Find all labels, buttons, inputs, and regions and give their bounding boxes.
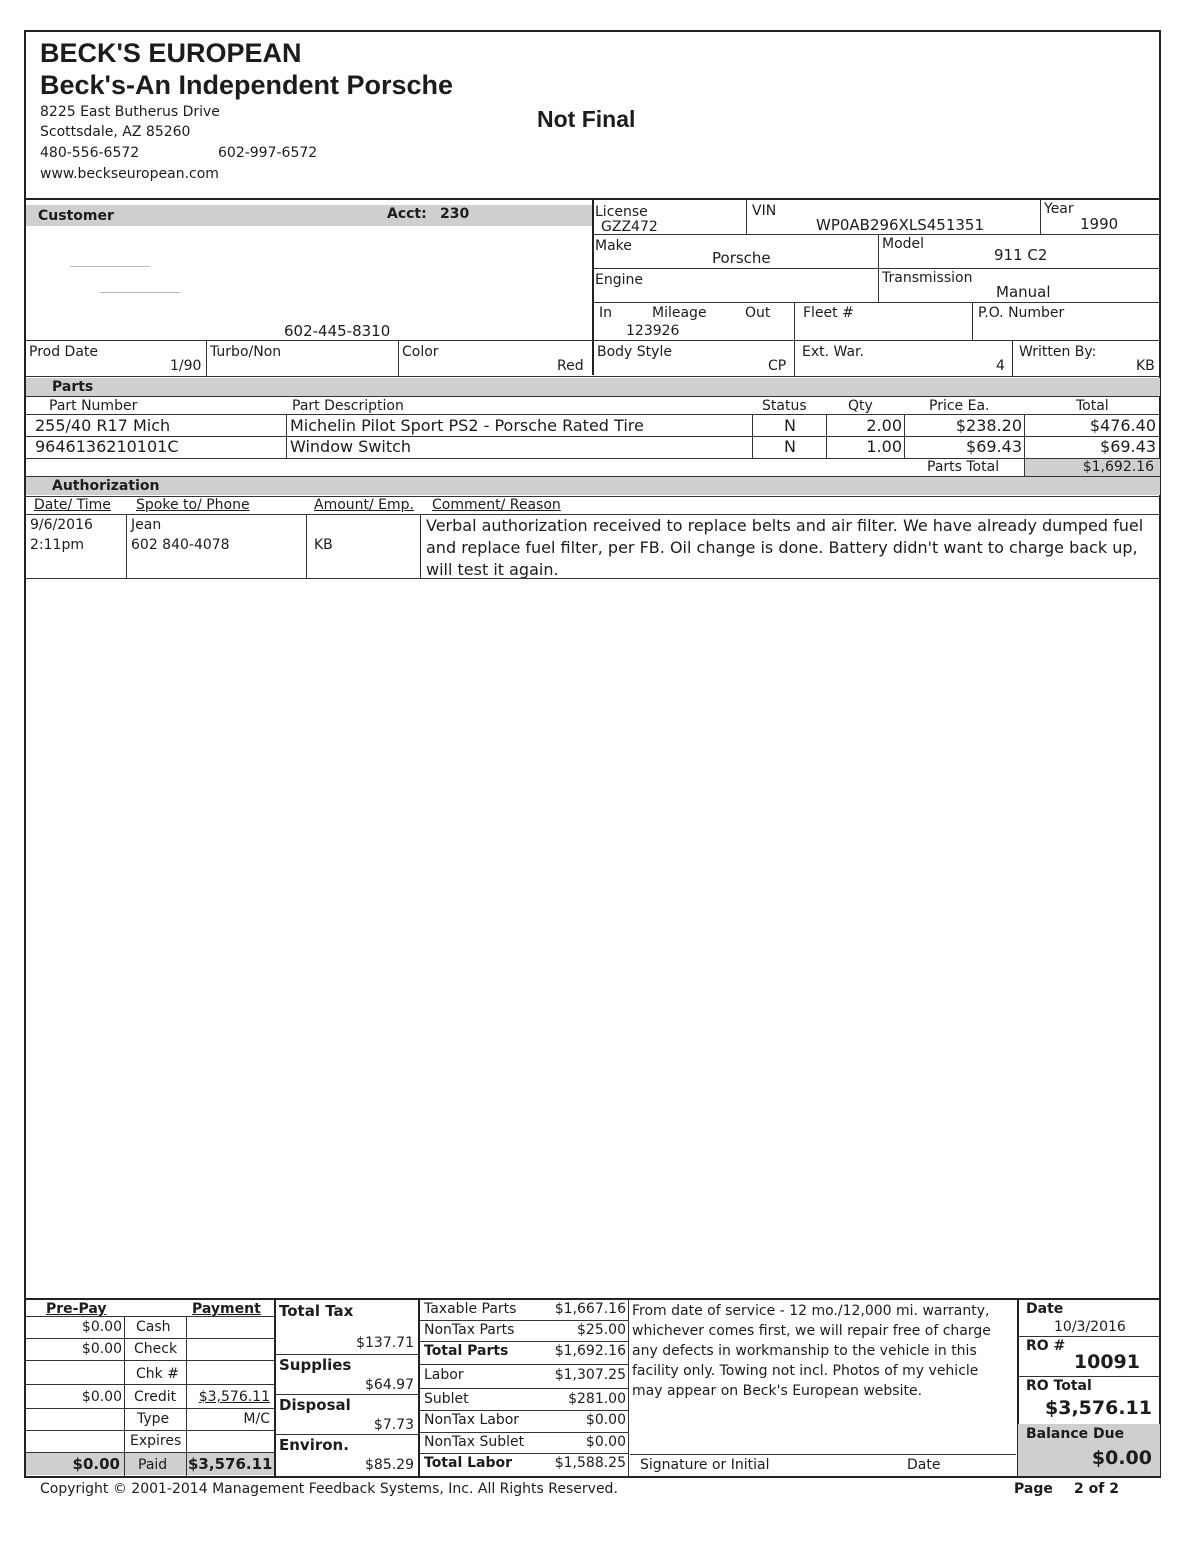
model-value: 911 C2 xyxy=(994,246,1048,264)
prod-date-value: 1/90 xyxy=(170,358,202,374)
redacted-address xyxy=(100,292,180,293)
make-label: Make xyxy=(595,238,632,254)
out-label: Out xyxy=(745,305,771,321)
authorization-band xyxy=(26,477,1160,495)
part-qty: 1.00 xyxy=(866,437,902,456)
body-style-label: Body Style xyxy=(597,344,672,360)
grid-line xyxy=(420,1388,628,1389)
summary-label: NonTax Parts xyxy=(424,1322,515,1338)
grid-line xyxy=(420,1341,628,1342)
ro-date: 10/3/2016 xyxy=(1054,1319,1126,1335)
summary-value: $0.00 xyxy=(585,1434,626,1450)
grid-line xyxy=(126,514,127,578)
warranty-line-2: whichever comes first, we will repair free of charge xyxy=(632,1323,991,1339)
cash-amount: $0.00 xyxy=(81,1319,122,1335)
ext-war-label: Ext. War. xyxy=(802,344,864,360)
acct-label: Acct: xyxy=(387,206,427,222)
fleet-label: Fleet # xyxy=(803,305,854,321)
customer-vehicle-divider xyxy=(592,200,594,375)
auth-employee: KB xyxy=(314,537,333,553)
in-label: In xyxy=(599,305,613,321)
ro-number: 10091 xyxy=(1073,1351,1140,1373)
credit-label: Credit xyxy=(134,1389,177,1405)
grid-line xyxy=(592,268,1160,269)
vin-value: WP0AB296XLS451351 xyxy=(816,216,985,234)
environ-label: Environ. xyxy=(279,1436,349,1454)
environ-value: $85.29 xyxy=(365,1457,414,1473)
page-number: 2 of 2 xyxy=(1074,1481,1119,1497)
summary-value: $1,588.25 xyxy=(554,1455,626,1471)
card-type-value: M/C xyxy=(243,1411,270,1427)
part-description: Window Switch xyxy=(290,437,412,456)
warranty-line-4: facility only. Towing not incl. Photos of my vehicle xyxy=(632,1363,979,1379)
total-tax-label: Total Tax xyxy=(279,1302,354,1320)
check-number-label: Chk # xyxy=(136,1366,179,1382)
grid-line xyxy=(420,514,421,578)
written-by-value: KB xyxy=(1136,358,1155,374)
supplies-label: Supplies xyxy=(279,1356,352,1374)
mileage-in-value: 123926 xyxy=(626,323,680,339)
date-label: Date xyxy=(1026,1301,1064,1317)
auth-header-date: Date/ Time xyxy=(34,497,111,513)
address-line-2: Scottsdale, AZ 85260 xyxy=(40,124,191,140)
parts-band xyxy=(26,378,1160,396)
parts-header-description: Part Description xyxy=(292,398,404,414)
cash-label: Cash xyxy=(136,1319,171,1335)
grid-line xyxy=(26,1408,274,1409)
grid-line xyxy=(275,1394,418,1395)
grid-line xyxy=(26,1384,274,1385)
redacted-name xyxy=(70,266,150,267)
make-value: Porsche xyxy=(712,249,771,267)
summary-value: $1,667.16 xyxy=(554,1301,626,1317)
auth-time: 2:11pm xyxy=(30,537,84,553)
company-subtitle: Beck's-An Independent Porsche xyxy=(40,70,454,100)
warranty-line-3: any defects in workmanship to the vehicle in this xyxy=(632,1343,977,1359)
grid-line xyxy=(420,1364,628,1365)
summary-label: Labor xyxy=(424,1367,464,1383)
license-label: License xyxy=(595,204,648,220)
ext-war-value: 4 xyxy=(996,358,1005,374)
signature-line xyxy=(630,1454,1016,1455)
customer-phone: 602-445-8310 xyxy=(284,322,391,340)
turbo-label: Turbo/Non xyxy=(210,344,282,360)
status-not-final: Not Final xyxy=(537,106,636,132)
copyright: Copyright © 2001-2014 Management Feedback Systems, Inc. All Rights Reserved. xyxy=(40,1481,618,1497)
grid-line xyxy=(26,1360,274,1361)
written-by-label: Written By: xyxy=(1019,344,1097,360)
grid-line xyxy=(206,340,207,376)
parts-total-label: Parts Total xyxy=(927,459,1000,475)
grid-line xyxy=(1018,1376,1160,1377)
grid-line xyxy=(746,200,747,234)
model-label: Model xyxy=(882,236,925,252)
auth-comment-line-1: Verbal authorization received to replace belts and air filter. We have already dumped fuel xyxy=(426,516,1144,535)
summary-value: $281.00 xyxy=(568,1391,626,1407)
grid-line xyxy=(420,1432,628,1433)
parts-section-label: Parts xyxy=(52,379,94,395)
part-price: $69.43 xyxy=(966,437,1022,456)
grid-line xyxy=(26,578,1160,579)
summary-label: Sublet xyxy=(424,1391,469,1407)
card-type-label: Type xyxy=(137,1411,170,1427)
payment-label: Payment xyxy=(192,1301,261,1317)
parts-header-part-number: Part Number xyxy=(49,398,138,414)
auth-date: 9/6/2016 xyxy=(30,517,93,533)
auth-contact-phone: 602 840-4078 xyxy=(131,537,230,553)
grid-line xyxy=(26,1430,274,1431)
vin-label: VIN xyxy=(752,203,777,219)
grid-line xyxy=(398,340,399,376)
grid-line xyxy=(26,340,1160,341)
credit-paid: $3,576.11 xyxy=(198,1389,270,1405)
grid-line xyxy=(26,396,1160,397)
grid-line xyxy=(186,1453,187,1475)
mileage-label: Mileage xyxy=(652,305,707,321)
grid-line xyxy=(124,1453,125,1475)
balance-due: $0.00 xyxy=(1091,1447,1152,1469)
part-qty: 2.00 xyxy=(866,416,902,435)
disposal-label: Disposal xyxy=(279,1396,351,1414)
grid-line xyxy=(306,514,307,578)
grid-line xyxy=(26,414,1160,415)
grid-line xyxy=(420,1453,628,1454)
part-price: $238.20 xyxy=(955,416,1022,435)
body-style-value: CP xyxy=(768,358,787,374)
summary-value: $1,692.16 xyxy=(554,1343,626,1359)
warranty-line-1: From date of service - 12 mo./12,000 mi. warranty, xyxy=(632,1303,990,1319)
company-name: BECK'S EUROPEAN xyxy=(40,38,302,68)
check-label: Check xyxy=(134,1341,178,1357)
balance-due-label: Balance Due xyxy=(1026,1426,1125,1442)
auth-comment-line-3: will test it again. xyxy=(426,560,559,579)
signature-date-label: Date xyxy=(907,1457,941,1473)
paid-label: Paid xyxy=(138,1457,168,1473)
phone-2: 602-997-6572 xyxy=(218,145,318,161)
paid-total: $3,576.11 xyxy=(188,1455,273,1473)
signature-label: Signature or Initial xyxy=(640,1457,770,1473)
color-value: Red xyxy=(557,358,584,374)
po-label: P.O. Number xyxy=(978,305,1065,321)
grid-line xyxy=(972,302,973,340)
customer-label: Customer xyxy=(38,208,114,224)
summary-label: NonTax Labor xyxy=(424,1412,520,1428)
grid-line xyxy=(26,1316,274,1317)
ro-total: $3,576.11 xyxy=(1045,1397,1152,1419)
year-value: 1990 xyxy=(1080,215,1119,233)
website: www.beckseuropean.com xyxy=(40,166,219,182)
summary-value: $0.00 xyxy=(585,1412,626,1428)
grid-line xyxy=(1012,340,1013,376)
prepay-label: Pre-Pay xyxy=(46,1301,107,1317)
expires-label: Expires xyxy=(130,1433,182,1449)
parts-header-qty: Qty xyxy=(848,398,873,414)
auth-comment-line-2: and replace fuel filter, per FB. Oil change is done. Battery didn't want to charge back up, xyxy=(426,538,1138,557)
color-label: Color xyxy=(402,344,439,360)
credit-amount: $0.00 xyxy=(81,1389,122,1405)
summary-label: Taxable Parts xyxy=(424,1301,517,1317)
summary-value: $25.00 xyxy=(577,1322,626,1338)
part-total: $476.40 xyxy=(1089,416,1156,435)
prod-date-label: Prod Date xyxy=(29,344,99,360)
authorization-section-label: Authorization xyxy=(52,478,160,494)
summary-value: $1,307.25 xyxy=(554,1367,626,1383)
grid-line xyxy=(420,1320,628,1321)
grid-line xyxy=(26,376,1160,377)
parts-header-status: Status xyxy=(762,398,807,414)
grid-line xyxy=(878,234,879,302)
engine-label: Engine xyxy=(595,272,643,288)
supplies-value: $64.97 xyxy=(365,1377,414,1393)
grid-line xyxy=(628,1299,629,1477)
parts-total-value: $1,692.16 xyxy=(1082,459,1154,475)
grid-line xyxy=(26,1338,274,1339)
auth-header-spoke: Spoke to/ Phone xyxy=(136,497,250,513)
grid-line xyxy=(26,514,1160,515)
parts-header-total: Total xyxy=(1076,398,1109,414)
auth-contact-name: Jean xyxy=(131,517,162,533)
acct-number: 230 xyxy=(440,206,470,222)
auth-header-amount: Amount/ Emp. xyxy=(314,497,415,513)
grid-line xyxy=(1040,200,1041,234)
year-label: Year xyxy=(1044,201,1074,217)
grid-line xyxy=(592,302,1160,303)
address-line-1: 8225 East Butherus Drive xyxy=(40,104,220,120)
warranty-line-5: may appear on Beck's European website. xyxy=(632,1383,923,1399)
summary-label: Total Parts xyxy=(424,1343,509,1359)
part-description: Michelin Pilot Sport PS2 - Porsche Rated Tire xyxy=(290,416,644,435)
part-number: 9646136210101C xyxy=(35,437,179,456)
license-value: GZZ472 xyxy=(601,219,658,235)
part-status: N xyxy=(784,437,796,456)
part-number: 255/40 R17 Mich xyxy=(35,416,171,435)
grid-line xyxy=(1018,1336,1160,1337)
grid-line xyxy=(275,1434,418,1435)
ro-total-label: RO Total xyxy=(1026,1378,1092,1394)
transmission-value: Manual xyxy=(996,283,1051,301)
part-total: $69.43 xyxy=(1100,437,1156,456)
summary-divider xyxy=(24,1298,1161,1300)
total-tax-value: $137.71 xyxy=(356,1335,414,1351)
grid-line xyxy=(275,1354,418,1355)
ro-number-label: RO # xyxy=(1026,1338,1066,1354)
auth-header-comment: Comment/ Reason xyxy=(432,497,561,513)
grid-line xyxy=(420,1410,628,1411)
transmission-label: Transmission xyxy=(882,270,973,286)
parts-header-price: Price Ea. xyxy=(929,398,990,414)
prepay-total: $0.00 xyxy=(72,1455,120,1473)
summary-label: Total Labor xyxy=(424,1455,513,1471)
grid-line xyxy=(274,1299,276,1477)
page-label: Page xyxy=(1014,1481,1053,1497)
summary-label: NonTax Sublet xyxy=(424,1434,525,1450)
grid-line xyxy=(794,302,795,376)
phone-1: 480-556-6572 xyxy=(40,145,140,161)
check-amount: $0.00 xyxy=(81,1341,122,1357)
part-status: N xyxy=(784,416,796,435)
disposal-value: $7.73 xyxy=(373,1417,414,1433)
